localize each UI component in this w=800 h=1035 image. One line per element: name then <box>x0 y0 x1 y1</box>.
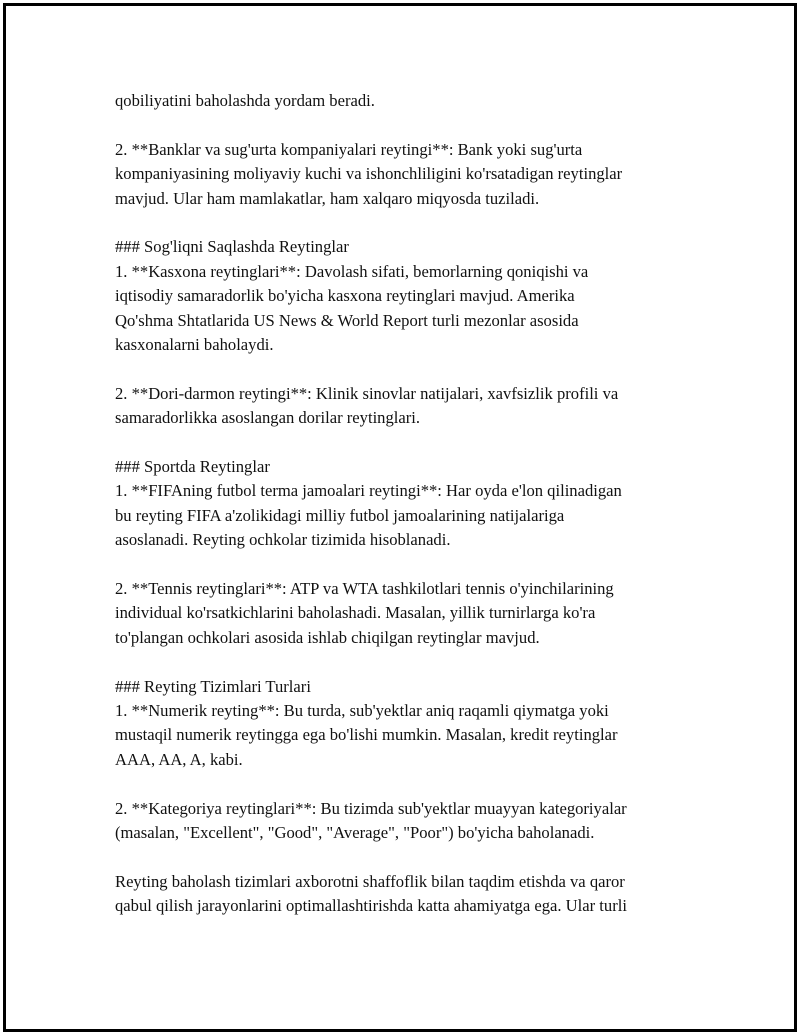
section-rating-system-types: ### Reyting Tizimlari Turlari 1. **Numerik reyting**: Bu turda, sub'yektlar aniq raqamli qiymatga yoki mustaqil numerik reytingga ega bo'lishi mumkin. Masalan, kredit reytinglar AAA, AA, A, kabi. <box>115 676 618 769</box>
paragraph-drug-ratings: 2. **Dori-darmon reytingi**: Klinik sinovlar natijalari, xavfsizlik profili va samaradorlikka asoslangan dorilar reytinglari. <box>115 383 619 428</box>
section-healthcare-ratings: ### Sog'liqni Saqlashda Reytinglar 1. **Kasxona reytinglari**: Davolash sifati, bemorlarning qoniqishi va iqtisodiy samaradorlik bo'yicha kasxona reytinglari mavjud. Amerika Qo'shma Shtatlarida US News & World Report turli mezonlar asosida kasxonalarni baholaydi. <box>115 237 589 355</box>
paragraph-category-ratings: 2. **Kategoriya reytinglari**: Bu tizimda sub'yektlar muayyan kategoriyalar (masalan, "Excellent", "Good", "Average", "Poor") bo'yicha baholanadi. <box>115 798 627 843</box>
paragraph-conclusion-fragment: Reyting baholash tizimlari axborotni shaffoflik bilan taqdim etishda va qaror qabul qilish jarayonlarini optimallashtirishda katta ahamiyatga ega. Ular turli <box>115 871 627 916</box>
paragraph-intro-fragment: qobiliyatini baholashda yordam beradi. <box>115 91 375 110</box>
document-body <box>115 89 715 919</box>
section-sports-ratings: ### Sportda Reytinglar 1. **FIFAning futbol terma jamoalari reytingi**: Har oyda e'lon qilinadigan bu reyting FIFA a'zolikidagi milliy futbol jamoalarining natijalariga asoslanadi. Reyting ochkolar tizimida hisoblanadi. <box>115 457 622 550</box>
paragraph-tennis-ratings: 2. **Tennis reytinglari**: ATP va WTA tashkilotlari tennis o'yinchilarining individual ko'rsatkichlarini baholashadi. Masalan, yillik turnirlarga ko'ra to'plangan ochkolari asosida ishlab chiqilgan reytinglar mavjud. <box>115 579 614 647</box>
paragraph-banks-insurance: 2. **Banklar va sug'urta kompaniyalari reytingi**: Bank yoki sug'urta kompaniyasining moliyaviy kuchi va ishonchliligini ko'rsatadigan reytinglar mavjud. Ular ham mamlakatlar, ham xalqaro miqyosda tuziladi. <box>115 139 623 208</box>
